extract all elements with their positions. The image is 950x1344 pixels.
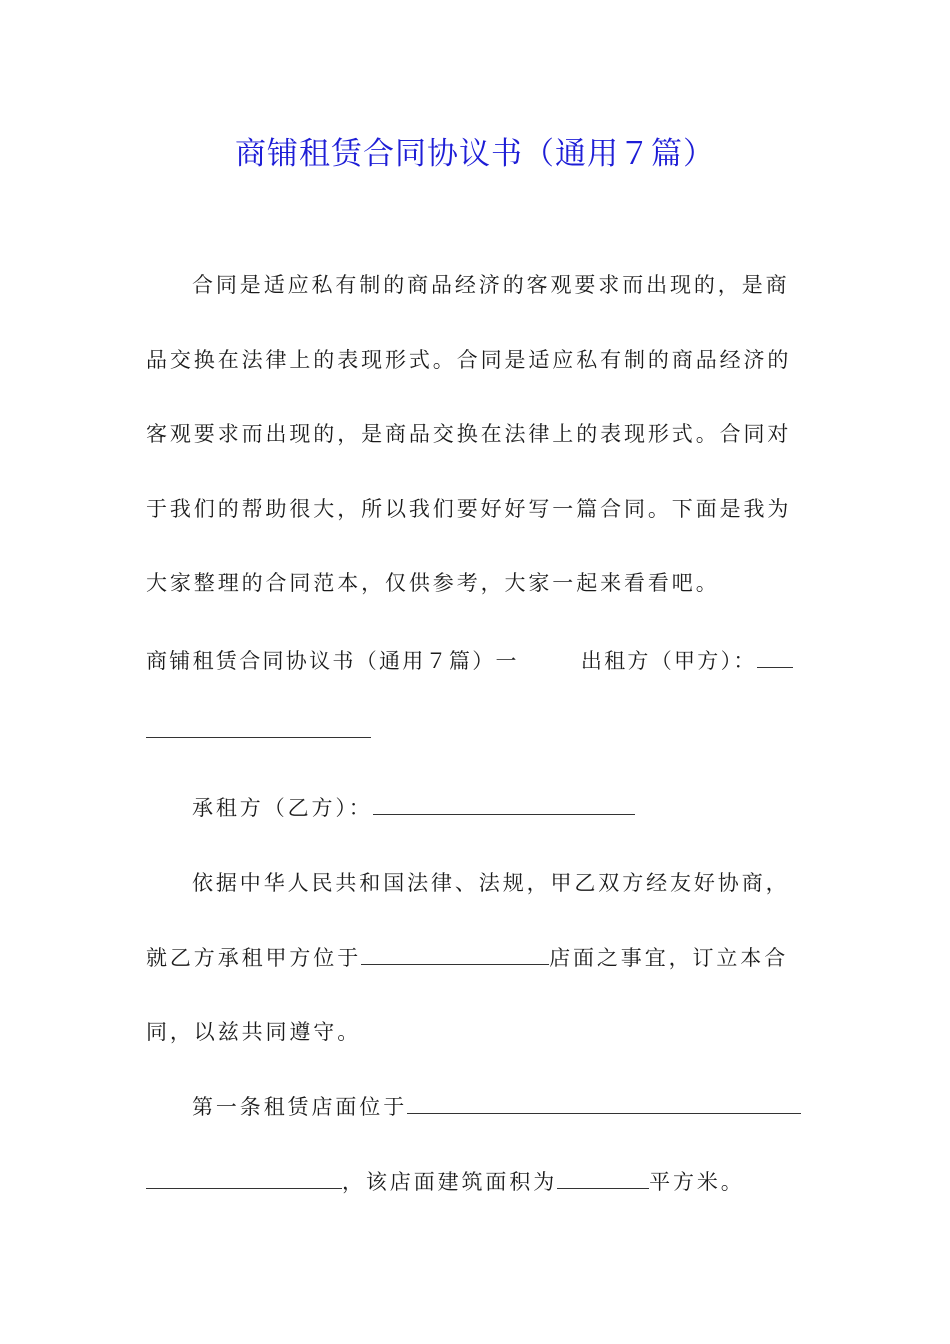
basis-line-3: 同，以兹共同遵守。 — [146, 1020, 362, 1044]
intro-line-1: 合同是适应私有制的商品经济的客观要求而出现的，是商 — [192, 273, 790, 297]
intro-line-3: 客观要求而出现的，是商品交换在法律上的表现形式。合同对 — [146, 422, 792, 446]
article1-line-2 — [146, 1166, 745, 1197]
intro-line-5: 大家整理的合同范本，仅供参考，大家一起来看看吧。 — [146, 571, 720, 595]
lessor-name-blank-continued — [146, 715, 371, 738]
article1-line-1 — [192, 1091, 801, 1122]
shop-address-blank — [407, 1091, 801, 1114]
basis-prefix: 就乙方承租甲方位于 — [146, 946, 362, 970]
article1-mid: ，该店面建筑面积为 — [342, 1170, 558, 1194]
basis-line-2 — [146, 942, 788, 973]
basis-suffix: 店面之事宜，订立本合 — [549, 946, 789, 970]
section-heading: 商铺租赁合同协议书（通用７篇）一 — [146, 649, 519, 673]
basis-line-1: 依据中华人民共和国法律、法规，甲乙双方经友好协商， — [192, 871, 790, 895]
lessor-name-blank — [757, 645, 793, 668]
document-title: 商铺租赁合同协议书（通用７篇） — [235, 136, 715, 172]
intro-line-4: 于我们的帮助很大，所以我们要好好写一篇合同。下面是我为 — [146, 497, 792, 521]
lessor-blank-line — [146, 715, 371, 746]
lessee-label: 承租方（乙方）： — [192, 796, 373, 820]
section-heading-line — [146, 645, 793, 676]
shop-address-blank-continued — [146, 1166, 342, 1189]
shop-location-blank — [361, 942, 549, 965]
lessee-name-blank — [373, 792, 635, 815]
article1-suffix: 平方米。 — [649, 1170, 745, 1194]
lessee-line — [192, 792, 635, 823]
lessor-label: 出租方（甲方）： — [580, 649, 757, 673]
intro-line-2: 品交换在法律上的表现形式。合同是适应私有制的商品经济的 — [146, 348, 792, 372]
article1-prefix: 第一条租赁店面位于 — [192, 1095, 408, 1119]
area-blank — [557, 1166, 649, 1189]
